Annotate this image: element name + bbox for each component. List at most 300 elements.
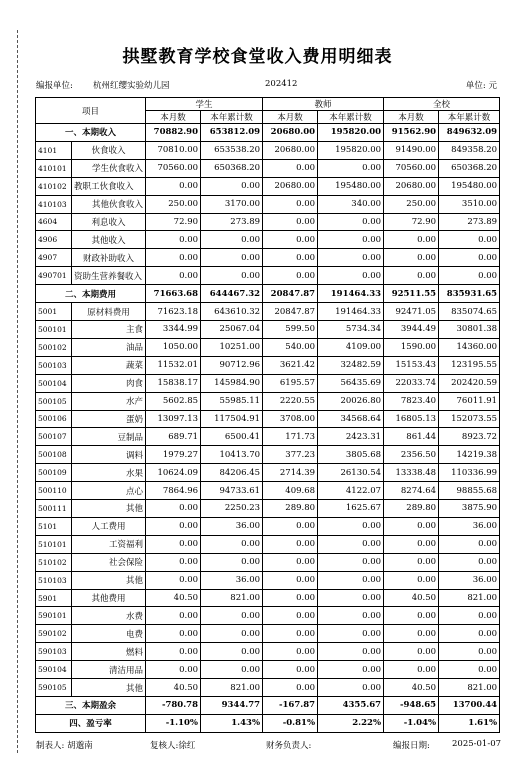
row-value: 0.00 [146, 661, 201, 679]
row-value: 55985.11 [201, 392, 263, 410]
row-value: -1.10% [146, 714, 201, 732]
row-value: 71663.68 [146, 285, 201, 303]
row-value: 599.50 [263, 320, 318, 338]
row-value: 0.00 [146, 249, 201, 267]
row-value: 849632.09 [439, 124, 500, 142]
row-value: 0.00 [318, 607, 384, 625]
row-value: 10624.09 [146, 464, 201, 482]
row-value: -167.87 [263, 697, 318, 715]
table-row [36, 643, 500, 661]
row-value: 821.00 [439, 589, 500, 607]
row-value: 40.50 [146, 589, 201, 607]
row-label: 水费 [72, 607, 146, 625]
row-value: 0.00 [201, 249, 263, 267]
row-label: 其他伙食收入 [72, 195, 146, 213]
row-value: 4122.07 [318, 482, 384, 500]
row-label: 伙食收入 [72, 141, 146, 159]
row-value: 40.50 [146, 679, 201, 697]
row-value: 0.00 [318, 231, 384, 249]
row-value: 0.00 [384, 231, 439, 249]
row-code: 500101 [36, 320, 72, 338]
row-value: 191464.33 [318, 303, 384, 321]
row-label: 点心 [72, 482, 146, 500]
row-label: 一、本期收入 [36, 124, 146, 142]
row-value: 409.68 [263, 482, 318, 500]
row-value: 110336.99 [439, 464, 500, 482]
row-value: 0.00 [318, 267, 384, 285]
row-value: 0.00 [263, 643, 318, 661]
table-row [36, 356, 500, 374]
header-col-month: 本月数 [146, 111, 201, 124]
row-value: 0.00 [263, 267, 318, 285]
row-value: 10413.70 [201, 446, 263, 464]
row-value: 0.00 [263, 553, 318, 571]
row-label: 其他费用 [72, 589, 146, 607]
row-value: 36.00 [439, 517, 500, 535]
row-value: 821.00 [439, 679, 500, 697]
report-table [35, 97, 500, 733]
row-code: 4907 [36, 249, 72, 267]
row-value: 653812.09 [201, 124, 263, 142]
row-value: 0.00 [201, 231, 263, 249]
row-value: 2714.39 [263, 464, 318, 482]
row-label: 蛋奶 [72, 410, 146, 428]
row-value: 13338.48 [384, 464, 439, 482]
row-value: 16805.13 [384, 410, 439, 428]
row-value: 20026.80 [318, 392, 384, 410]
table-row [36, 500, 500, 518]
row-value: 0.00 [384, 625, 439, 643]
row-label: 其他 [72, 571, 146, 589]
row-value: 650368.20 [201, 159, 263, 177]
table-row [36, 553, 500, 571]
row-value: 0.00 [439, 643, 500, 661]
row-value: 36.00 [439, 571, 500, 589]
row-value: 0.00 [263, 589, 318, 607]
row-value: 0.00 [263, 159, 318, 177]
row-value: 15153.43 [384, 356, 439, 374]
row-code: 410102 [36, 177, 72, 195]
row-value: 84206.45 [201, 464, 263, 482]
row-value: 3708.00 [263, 410, 318, 428]
row-value: 0.00 [318, 589, 384, 607]
row-value: 5602.85 [146, 392, 201, 410]
table-row [36, 392, 500, 410]
row-label: 工资福利 [72, 535, 146, 553]
row-label: 社会保险 [72, 553, 146, 571]
row-value: 0.00 [146, 571, 201, 589]
row-value: 13097.13 [146, 410, 201, 428]
row-value: 171.73 [263, 428, 318, 446]
row-value: 0.00 [318, 679, 384, 697]
table-row [36, 231, 500, 249]
row-value: 94733.61 [201, 482, 263, 500]
row-code: 4101 [36, 141, 72, 159]
row-value: 0.00 [318, 643, 384, 661]
row-label: 燃料 [72, 643, 146, 661]
row-value: 3344.99 [146, 320, 201, 338]
row-value: 0.00 [318, 553, 384, 571]
row-label: 财政补助收入 [72, 249, 146, 267]
row-value: 0.00 [439, 535, 500, 553]
row-value: 56435.69 [318, 374, 384, 392]
row-label: 电费 [72, 625, 146, 643]
row-value: 1.43% [201, 714, 263, 732]
row-label: 主食 [72, 320, 146, 338]
report-title: 拱墅教育学校食堂收入费用明细表 [122, 47, 393, 67]
row-code: 500109 [36, 464, 72, 482]
finance-officer: 财务负责人: [266, 741, 312, 751]
row-value: 40.50 [384, 679, 439, 697]
header-col-month: 本月数 [384, 111, 439, 124]
row-value: 0.00 [263, 535, 318, 553]
row-value: 0.00 [146, 625, 201, 643]
row-value: 0.00 [384, 643, 439, 661]
row-value: 92511.55 [384, 285, 439, 303]
row-value: 6195.57 [263, 374, 318, 392]
row-value: 0.00 [439, 231, 500, 249]
row-value: 3621.42 [263, 356, 318, 374]
row-value: 0.00 [318, 625, 384, 643]
table-row [36, 159, 500, 177]
header-item: 项目 [36, 98, 146, 124]
row-code: 500111 [36, 500, 72, 518]
reviewer: 复核人:徐红 [150, 741, 196, 751]
row-code: 5001 [36, 303, 72, 321]
table-row [36, 141, 500, 159]
header-group-school: 全校 [384, 98, 500, 111]
row-value: 0.00 [201, 267, 263, 285]
row-value: 0.00 [439, 661, 500, 679]
row-label: 四、盈亏率 [36, 714, 146, 732]
table-row [36, 625, 500, 643]
row-value: 10251.00 [201, 338, 263, 356]
report-date: 2025-01-07 [452, 739, 502, 749]
table-row [36, 589, 500, 607]
row-value: 289.80 [263, 500, 318, 518]
row-value: 36.00 [201, 571, 263, 589]
row-value: 11532.01 [146, 356, 201, 374]
row-value: 0.00 [318, 517, 384, 535]
row-value: 0.00 [263, 249, 318, 267]
row-value: 377.23 [263, 446, 318, 464]
row-label: 蔬菜 [72, 356, 146, 374]
row-value: 5734.34 [318, 320, 384, 338]
table-row [36, 338, 500, 356]
row-value: 0.00 [263, 231, 318, 249]
row-code: 5901 [36, 589, 72, 607]
row-code: 500105 [36, 392, 72, 410]
row-value: 14219.38 [439, 446, 500, 464]
row-code: 500110 [36, 482, 72, 500]
row-value: 0.00 [318, 213, 384, 231]
header-col-ytd: 本年累计数 [318, 111, 384, 124]
table-row [36, 446, 500, 464]
row-value: 861.44 [384, 428, 439, 446]
row-value: 20847.87 [263, 303, 318, 321]
row-value: 3805.68 [318, 446, 384, 464]
table-row [36, 303, 500, 321]
row-value: 0.00 [201, 625, 263, 643]
row-value: 72.90 [384, 213, 439, 231]
row-value: 20680.00 [263, 177, 318, 195]
row-label: 清洁用品 [72, 661, 146, 679]
row-value: 20680.00 [263, 141, 318, 159]
table-row [36, 697, 500, 715]
unit-label: 编报单位: [36, 81, 73, 91]
row-value: 0.00 [263, 571, 318, 589]
row-label: 资助生营养餐收入 [72, 267, 146, 285]
row-label: 其他 [72, 679, 146, 697]
row-value: 273.89 [439, 213, 500, 231]
table-row [36, 571, 500, 589]
row-code: 4604 [36, 213, 72, 231]
row-value: 0.00 [201, 177, 263, 195]
row-value: 0.00 [263, 517, 318, 535]
row-value: 0.00 [439, 553, 500, 571]
row-value: 0.00 [146, 267, 201, 285]
row-value: 0.00 [201, 607, 263, 625]
row-code: 490701 [36, 267, 72, 285]
row-value: 273.89 [201, 213, 263, 231]
table-row [36, 607, 500, 625]
row-label: 利息收入 [72, 213, 146, 231]
row-label: 教职工伙食收入 [72, 177, 146, 195]
header-group-teachers: 教师 [263, 98, 384, 111]
row-code: 410101 [36, 159, 72, 177]
table-row [36, 320, 500, 338]
table-row [36, 213, 500, 231]
row-value: 0.00 [318, 249, 384, 267]
table-row [36, 285, 500, 303]
table-row [36, 535, 500, 553]
table-row [36, 482, 500, 500]
row-value: 340.00 [318, 195, 384, 213]
row-value: 0.00 [384, 661, 439, 679]
row-value: 0.00 [263, 625, 318, 643]
table-row [36, 464, 500, 482]
row-value: 195480.00 [439, 177, 500, 195]
row-value: 540.00 [263, 338, 318, 356]
row-label: 水果 [72, 464, 146, 482]
row-code: 410103 [36, 195, 72, 213]
row-value: 4109.00 [318, 338, 384, 356]
row-value: 0.00 [318, 571, 384, 589]
row-value: 643610.32 [201, 303, 263, 321]
row-value: 91562.90 [384, 124, 439, 142]
row-value: 7864.96 [146, 482, 201, 500]
header-row-groups [36, 98, 500, 111]
row-value: 14360.00 [439, 338, 500, 356]
row-value: 8274.64 [384, 482, 439, 500]
row-value: 0.00 [439, 607, 500, 625]
row-code: 590102 [36, 625, 72, 643]
row-code: 510103 [36, 571, 72, 589]
row-code: 500108 [36, 446, 72, 464]
row-label: 调料 [72, 446, 146, 464]
row-label: 油品 [72, 338, 146, 356]
row-value: 3944.49 [384, 320, 439, 338]
row-code: 500102 [36, 338, 72, 356]
row-value: 0.00 [146, 643, 201, 661]
row-value: 145984.90 [201, 374, 263, 392]
row-value: 15838.17 [146, 374, 201, 392]
row-label: 学生伙食收入 [72, 159, 146, 177]
row-value: 0.00 [384, 571, 439, 589]
row-value: 117504.91 [201, 410, 263, 428]
row-value: 72.90 [146, 213, 201, 231]
row-value: 3875.90 [439, 500, 500, 518]
row-value: 821.00 [201, 589, 263, 607]
table-row [36, 679, 500, 697]
table-row [36, 374, 500, 392]
header-col-ytd: 本年累计数 [439, 111, 500, 124]
report-date-label: 编报日期: [393, 741, 430, 751]
row-value: 30801.38 [439, 320, 500, 338]
row-value: 4355.67 [318, 697, 384, 715]
row-value: 653538.20 [201, 141, 263, 159]
row-value: -1.04% [384, 714, 439, 732]
row-value: 40.50 [384, 589, 439, 607]
row-value: 13700.44 [439, 697, 500, 715]
row-label: 其他收入 [72, 231, 146, 249]
row-value: 0.00 [318, 661, 384, 679]
row-value: 0.00 [146, 177, 201, 195]
row-code: 590101 [36, 607, 72, 625]
row-value: 70560.00 [146, 159, 201, 177]
row-value: 250.00 [146, 195, 201, 213]
row-value: 76011.91 [439, 392, 500, 410]
row-code: 500107 [36, 428, 72, 446]
period: 202412 [265, 79, 298, 89]
table-row [36, 177, 500, 195]
row-value: 1590.00 [384, 338, 439, 356]
row-label: 水产 [72, 392, 146, 410]
preparer: 制表人: 胡邈南 [36, 741, 93, 751]
row-value: 0.00 [146, 517, 201, 535]
unit-name: 杭州红缨实验幼儿园 [93, 81, 170, 91]
row-code: 510102 [36, 553, 72, 571]
row-value: 0.00 [384, 535, 439, 553]
row-value: 644467.32 [201, 285, 263, 303]
row-value: 0.00 [146, 535, 201, 553]
row-value: 0.00 [384, 553, 439, 571]
row-value: 0.00 [201, 535, 263, 553]
row-value: 0.00 [201, 661, 263, 679]
row-value: 835074.65 [439, 303, 500, 321]
table-row [36, 428, 500, 446]
row-value: 7823.40 [384, 392, 439, 410]
row-code: 5101 [36, 517, 72, 535]
row-value: 0.00 [263, 213, 318, 231]
row-value: 835931.65 [439, 285, 500, 303]
row-value: 0.00 [146, 500, 201, 518]
row-value: 0.00 [384, 267, 439, 285]
table-row [36, 195, 500, 213]
row-value: 0.00 [146, 231, 201, 249]
row-value: 0.00 [384, 249, 439, 267]
row-value: 0.00 [439, 625, 500, 643]
row-value: 8923.72 [439, 428, 500, 446]
row-value: 20680.00 [263, 124, 318, 142]
row-code: 590103 [36, 643, 72, 661]
row-value: -948.65 [384, 697, 439, 715]
row-value: 821.00 [201, 679, 263, 697]
row-value: 0.00 [263, 195, 318, 213]
row-value: 0.00 [263, 607, 318, 625]
row-value: 849358.20 [439, 141, 500, 159]
row-value: 2356.50 [384, 446, 439, 464]
row-label: 三、本期盈余 [36, 697, 146, 715]
row-value: -0.81% [263, 714, 318, 732]
row-label: 二、本期费用 [36, 285, 146, 303]
row-value: 202420.59 [439, 374, 500, 392]
row-value: 71623.18 [146, 303, 201, 321]
row-value: 1979.27 [146, 446, 201, 464]
row-value: 191464.33 [318, 285, 384, 303]
row-code: 500103 [36, 356, 72, 374]
table-row [36, 124, 500, 142]
row-code: 590105 [36, 679, 72, 697]
row-value: 1625.67 [318, 500, 384, 518]
binding-line [17, 30, 18, 753]
row-code: 500106 [36, 410, 72, 428]
table-row [36, 249, 500, 267]
header-group-students: 学生 [146, 98, 263, 111]
row-value: 250.00 [384, 195, 439, 213]
row-value: 123195.55 [439, 356, 500, 374]
table-row [36, 410, 500, 428]
row-value: 26130.54 [318, 464, 384, 482]
row-value: 195820.00 [318, 124, 384, 142]
row-value: 32482.59 [318, 356, 384, 374]
row-value: 70882.90 [146, 124, 201, 142]
header-col-ytd: 本年累计数 [201, 111, 263, 124]
row-value: 25067.04 [201, 320, 263, 338]
row-label: 豆制品 [72, 428, 146, 446]
row-value: 0.00 [201, 553, 263, 571]
row-code: 4906 [36, 231, 72, 249]
row-value: 34568.64 [318, 410, 384, 428]
row-value: 650368.20 [439, 159, 500, 177]
row-value: 0.00 [439, 249, 500, 267]
row-value: 9344.77 [201, 697, 263, 715]
row-value: 6500.41 [201, 428, 263, 446]
row-value: 98855.68 [439, 482, 500, 500]
row-value: 2423.31 [318, 428, 384, 446]
row-value: 195480.00 [318, 177, 384, 195]
header-col-month: 本月数 [263, 111, 318, 124]
row-value: 0.00 [146, 553, 201, 571]
row-value: 3510.00 [439, 195, 500, 213]
row-value: 289.80 [384, 500, 439, 518]
row-value: 1050.00 [146, 338, 201, 356]
table-row [36, 267, 500, 285]
row-value: 91490.00 [384, 141, 439, 159]
row-value: -780.78 [146, 697, 201, 715]
row-label: 人工费用 [72, 517, 146, 535]
row-value: 0.00 [263, 679, 318, 697]
row-value: 0.00 [201, 643, 263, 661]
row-value: 3170.00 [201, 195, 263, 213]
row-value: 20680.00 [384, 177, 439, 195]
row-value: 20847.87 [263, 285, 318, 303]
row-value: 0.00 [439, 267, 500, 285]
row-label: 肉食 [72, 374, 146, 392]
currency-label: 单位: 元 [465, 81, 497, 91]
table-row [36, 517, 500, 535]
row-value: 0.00 [146, 607, 201, 625]
